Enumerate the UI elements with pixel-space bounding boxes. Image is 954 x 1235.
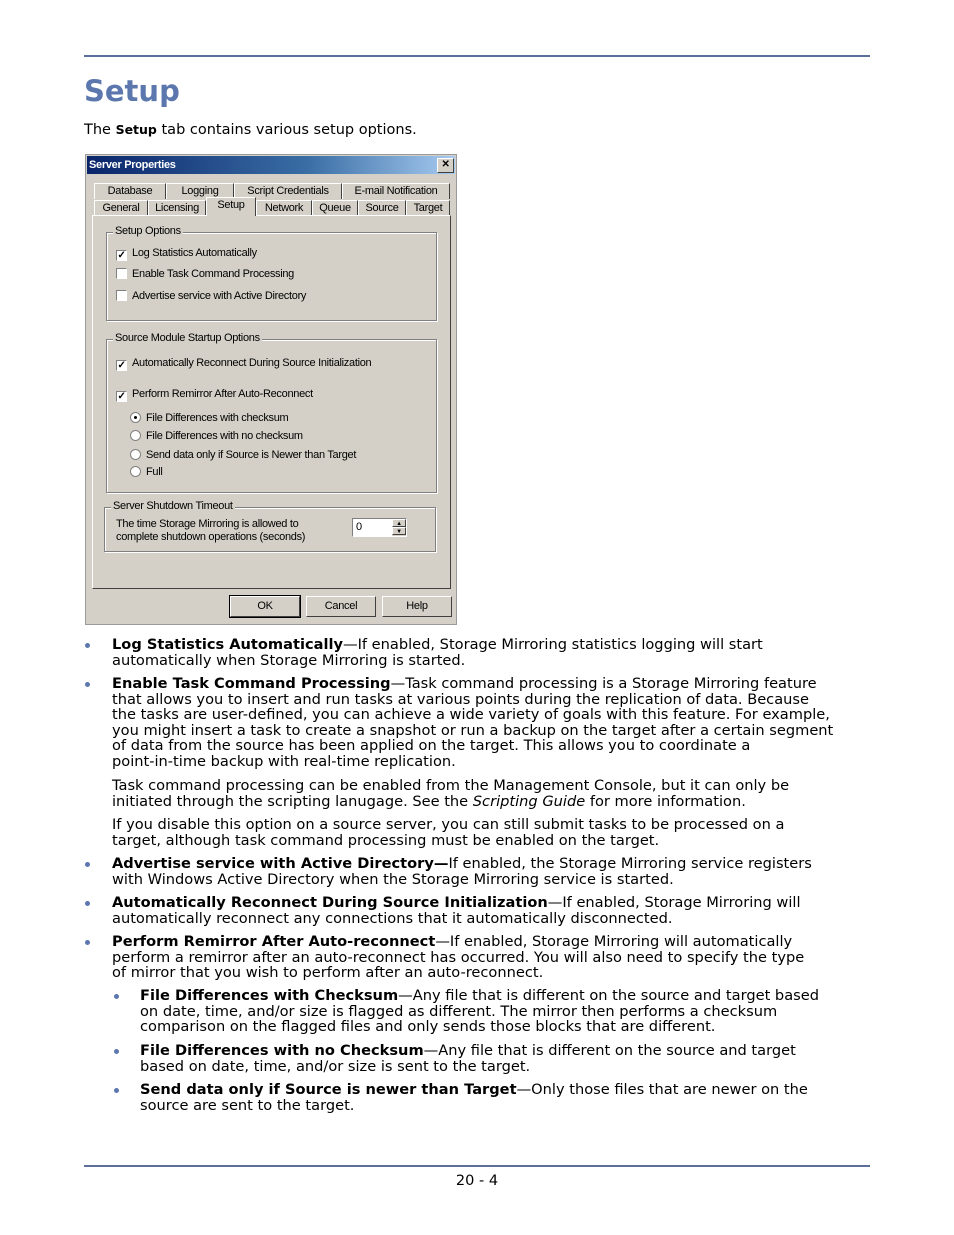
checkbox-box: ✓ xyxy=(117,391,126,402)
radio-label: File Differences with checksum xyxy=(146,412,289,424)
task-command-paragraph-2: If you disable this option on a source server, you can still submit tasks to be processed on a target, although task command processing must be enabled on the target. xyxy=(112,816,785,849)
checkbox-label: Enable Task Command Processing xyxy=(132,268,294,280)
tab-database[interactable]: Database xyxy=(94,183,166,199)
help-button[interactable]: Help xyxy=(382,596,452,617)
tab-script-credentials[interactable]: Script Credentials xyxy=(234,183,342,199)
dialog-titlebar xyxy=(87,156,455,174)
bullet-perform-remirror: Perform Remirror After Auto-reconnect—If enabled, Storage Mirroring will automatically perform a remirror after an auto-reconnect has occurred. You will also need to specify the type of mirror that you wish to perform after an auto-reconnect. xyxy=(112,933,805,982)
intro-text: The Setup tab contains various setup options. xyxy=(84,122,417,138)
sub-bullet-file-diff-checksum: File Differences with Checksum—Any file that is different on the source and target based on date, time, and/or size is flagged as different. The mirror then performs a checksum comparison on the flagged files and only sends those blocks that are different. xyxy=(140,987,819,1036)
checkbox-label: Perform Remirror After Auto-Reconnect xyxy=(132,388,313,400)
bullet-enable-task-command: Enable Task Command Processing—Task command processing is a Storage Mirroring feature that allows you to insert and run tasks at various points during the replication of data. Because the tasks are user-defined, you can achieve a wide variety of goals with this feature. For example, you might insert a task to create a snapshot or run a backup on the target after a certain segment of data from the source has been applied on the target. This allows you to coordinate a point-in-time backup with real-time replication. xyxy=(112,675,834,770)
cancel-button[interactable]: Cancel xyxy=(306,596,376,617)
page-number: 20 - 4 xyxy=(455,1173,499,1189)
bullet-log-statistics: Log Statistics Automatically—If enabled, Storage Mirroring statistics logging will start automatically when Storage Mirroring is started. xyxy=(112,636,763,669)
checkbox-box xyxy=(116,290,127,301)
bullet-dot xyxy=(85,940,90,945)
bullet-auto-reconnect: Automatically Reconnect During Source Initialization—If enabled, Storage Mirroring will automatically reconnect any connections that it automatically disconnected. xyxy=(112,894,801,927)
radio-file-diff-no-checksum[interactable] xyxy=(130,430,303,443)
radio-full[interactable] xyxy=(130,466,163,479)
log-statistics-checkbox[interactable] xyxy=(116,247,257,261)
radio-file-diff-checksum[interactable] xyxy=(130,412,288,425)
checkbox-label: Log Statistics Automatically xyxy=(132,247,257,259)
tab-queue[interactable]: Queue xyxy=(312,200,358,216)
dialog-title: Server Properties xyxy=(89,159,176,171)
tab-target[interactable]: Target xyxy=(406,200,450,216)
radio-label: File Differences with no checksum xyxy=(146,430,303,442)
bullet-dot xyxy=(85,682,90,687)
radio-label: Send data only if Source is Newer than Target xyxy=(146,449,357,461)
radio-button xyxy=(130,449,141,460)
spinner-buttons[interactable] xyxy=(392,519,406,536)
bullet-dot xyxy=(85,643,90,648)
tab-general[interactable]: General xyxy=(94,200,148,216)
enable-task-command-checkbox[interactable] xyxy=(116,268,294,281)
shutdown-timeout-spinner[interactable] xyxy=(352,518,407,537)
checkbox-box: ✓ xyxy=(117,250,126,261)
perform-remirror-checkbox[interactable] xyxy=(116,388,313,402)
sub-bullet-dot xyxy=(114,1088,119,1093)
checkbox-label: Automatically Reconnect During Source Initialization xyxy=(132,357,372,369)
tab-setup[interactable]: Setup xyxy=(206,197,256,216)
advertise-ad-checkbox[interactable] xyxy=(116,290,306,303)
bullet-dot xyxy=(85,862,90,867)
radio-send-newer[interactable] xyxy=(130,449,356,462)
sub-bullet-file-diff-no-checksum: File Differences with no Checksum—Any file that is different on the source and target based on date, time, and/or size is sent to the target. xyxy=(140,1042,796,1075)
radio-button xyxy=(130,412,141,423)
checkbox-label: Advertise service with Active Directory xyxy=(132,290,307,302)
footer-rule xyxy=(84,1165,870,1167)
auto-reconnect-checkbox[interactable] xyxy=(116,357,371,371)
spin-up-icon[interactable]: ▲ xyxy=(392,519,406,527)
radio-button xyxy=(130,430,141,441)
group-label: Setup Options xyxy=(115,225,181,237)
tab-logging[interactable]: Logging xyxy=(166,183,234,199)
ok-button[interactable]: OK xyxy=(230,596,300,617)
tab-licensing[interactable]: Licensing xyxy=(148,200,206,216)
page-title: Setup xyxy=(84,74,180,108)
tab-network[interactable]: Network xyxy=(256,200,312,216)
shutdown-text-line1: The time Storage Mirroring is allowed to xyxy=(116,518,299,530)
bullet-dot xyxy=(85,901,90,906)
radio-button xyxy=(130,466,141,477)
server-properties-dialog xyxy=(85,154,457,625)
checkbox-box: ✓ xyxy=(117,360,126,371)
sub-bullet-dot xyxy=(114,994,119,999)
bullet-advertise-ad: Advertise service with Active Directory—If enabled, the Storage Mirroring service registers with Windows Active Directory when the Storage Mirroring service is started. xyxy=(112,855,812,888)
tab-email-notification[interactable]: E-mail Notification xyxy=(342,183,450,199)
sub-bullet-send-newer: Send data only if Source is newer than Target—Only those files that are newer on the source are sent to the target. xyxy=(140,1081,808,1114)
close-icon[interactable]: ✕ xyxy=(437,158,454,173)
tab-source[interactable]: Source xyxy=(358,200,406,216)
group-label: Server Shutdown Timeout xyxy=(113,500,233,512)
checkbox-box xyxy=(116,268,127,279)
task-command-paragraph-1: Task command processing can be enabled from the Management Console, but it can only be initiated through the scripting lanugage. See the Scripting Guide for more information. xyxy=(112,777,790,810)
group-label: Source Module Startup Options xyxy=(115,332,260,344)
spin-down-icon[interactable]: ▼ xyxy=(392,527,406,535)
spinner-value: 0 xyxy=(356,521,362,533)
radio-label: Full xyxy=(146,466,163,478)
shutdown-text-line2: complete shutdown operations (seconds) xyxy=(116,531,306,543)
header-rule xyxy=(84,55,870,57)
sub-bullet-dot xyxy=(114,1049,119,1054)
